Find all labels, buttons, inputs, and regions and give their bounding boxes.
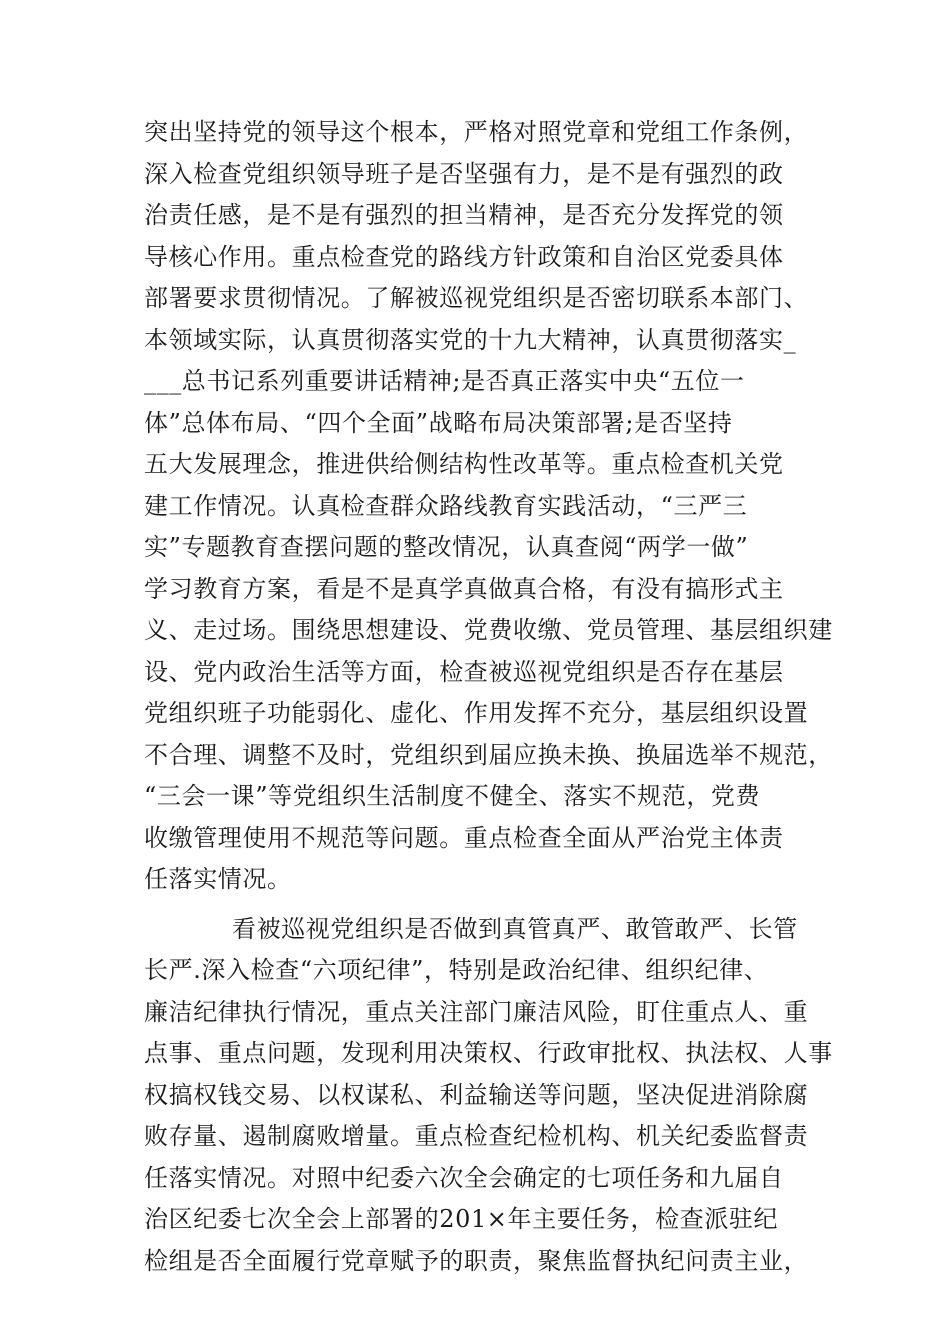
text-line: 学习教育方案，看是不是真学真做真合格，有没有搞形式主 [144,574,784,603]
text-line: 点事、重点问题，发现利用决策权、行政审批权、执法权、人事 [144,1039,833,1067]
text-line: 部署要求贯彻情况。了解被巡视党组织是否密切联系本部门、 [144,284,809,312]
text-line: 设、党内政治生活等方面，检查被巡视党组织是否存在基层 [144,657,784,686]
document-body [144,112,834,1282]
text-line: 治责任感，是不是有强烈的担当精神，是否充分发挥党的领 [144,201,784,229]
text-line: 长严.深入检查“六项纪律”，特别是政治纪律、组织纪律、 [144,956,769,984]
text-line: 五大发展理念，推进供给侧结构性改革等。重点检查机关党 [144,450,784,478]
text-line: 败存量、遏制腐败增量。重点检查纪检机构、机关纪委监督责 [144,1122,809,1150]
text-line: 义、走过场。围绕思想建设、党费收缴、党员管理、基层组织建 [144,616,833,644]
text-line: ___总书记系列重要讲话精神;是否真正落实中央“五位一 [144,367,745,395]
text-line: 突出坚持党的领导这个根本，严格对照党章和党组工作条例， [144,118,809,146]
text-line: 不合理、调整不及时，党组织到届应换未换、换届选举不规范， [144,740,833,769]
text-line: “三会一课”等党组织生活制度不健全、落实不规范，党费 [144,782,761,810]
text-line: 体”总体布局、“四个全面”战略布局决策部署;是否坚持 [144,408,733,437]
text-line: 导核心作用。重点检查党的路线方针政策和自治区党委具体 [144,242,784,271]
text-line: 收缴管理使用不规范等问题。重点检查全面从严治党主体责 [144,823,784,852]
text-line: 检组是否全面履行党章赋予的职责，聚焦监督执纪问责主业， [144,1246,809,1275]
text-line: 看被巡视党组织是否做到真管真严、敢管敢严、长管 [232,914,798,943]
paragraph-1 [144,112,834,901]
text-line: 任落实情况。对照中纪委六次全会确定的七项任务和九届自 [144,1163,784,1192]
text-line: 权搞权钱交易、以权谋私、利益输送等问题，坚决促进消除腐 [144,1080,809,1109]
text-line: 廉洁纪律执行情况，重点关注部门廉洁风险，盯住重点人、重 [144,997,809,1026]
text-line: 深入检查党组织领导班子是否坚强有力，是不是有强烈的政 [144,159,784,188]
text-line: 本领域实际，认真贯彻落实党的十九大精神，认真贯彻落实_ [144,325,797,354]
text-line: 实”专题教育查摆问题的整改情况，认真查阅“两学一做” [144,533,749,561]
text-line: 党组织班子功能弱化、虚化、作用发挥不充分，基层组织设置 [144,699,809,727]
paragraph-spacer [144,901,834,909]
text-line: 治区纪委七次全会上部署的201×年主要任务，检查派驻纪 [144,1205,779,1233]
text-line: 建工作情况。认真检查群众路线教育实践活动，“三严三 [144,491,748,520]
paragraph-2 [144,909,834,1283]
text-line: 任落实情况。 [144,865,292,893]
